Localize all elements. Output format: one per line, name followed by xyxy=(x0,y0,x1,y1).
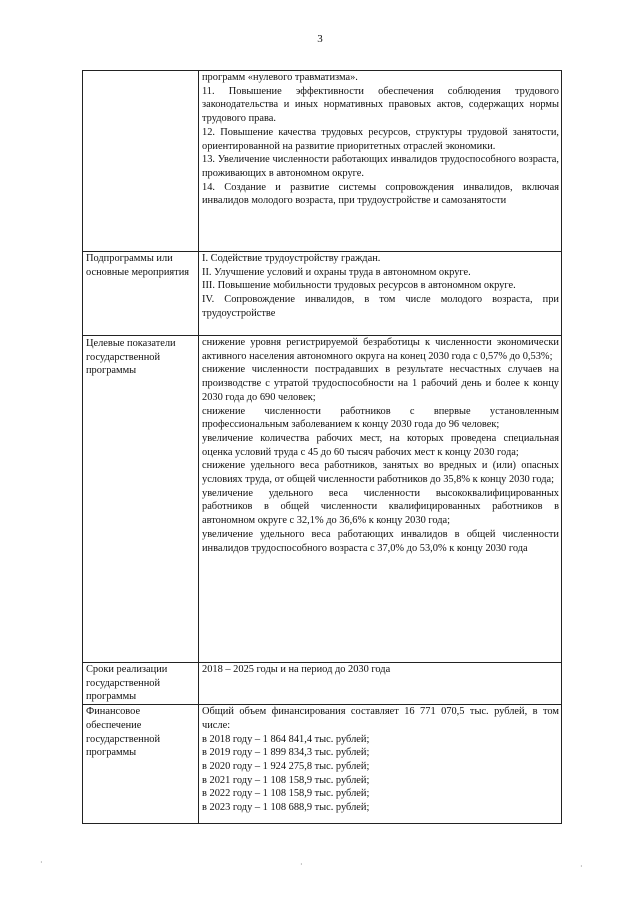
scan-speck: · xyxy=(300,860,303,869)
list-item: в 2022 году – 1 108 158,9 тыс. рублей; xyxy=(202,788,370,800)
list-item: Общий объем финансирования составляет 16 771 070,5 тыс. рублей, в том числе: xyxy=(202,706,559,731)
list-item: III. Повышение мобильности трудовых ресурсов в автономном округе. xyxy=(202,280,516,292)
list-item: 14. Создание и развитие системы сопровождения инвалидов, включая инвалидов молодого возраста, при трудоустройстве и самозанятости xyxy=(202,181,559,207)
list-item: 12. Повышение качества трудовых ресурсов, структуры трудовой занятости, ориентированной на развитие приоритетных отраслей экономики. xyxy=(202,126,559,152)
list-item: снижение уровня регистрируемой безработицы к численности экономически активного населения автономного округа на конец 2030 года с 0,57% до 0,53%; xyxy=(202,337,559,362)
list-item: II. Улучшение условий и охраны труда в автономном округе. xyxy=(202,266,471,278)
list-item: увеличение удельного веса работающих инвалидов в общей численности инвалидов трудоспособного возраста с 37,0% до 53,0% к концу 2030 года xyxy=(202,528,559,554)
list-item: в 2018 году – 1 864 841,4 тыс. рублей; xyxy=(202,733,370,745)
row-label: Целевые показатели государственной программы xyxy=(83,336,199,663)
list-item: IV. Сопровождение инвалидов, в том числе молодого возраста, при трудоустройстве xyxy=(202,294,559,319)
table-row-financing xyxy=(83,705,562,824)
scan-speck: · xyxy=(580,862,583,871)
list-item: 13. Увеличение численности работающих инвалидов трудоспособного возраста, проживающих в автономном округе. xyxy=(202,154,559,179)
row-value xyxy=(199,71,562,252)
list-item: в 2019 году – 1 899 834,3 тыс. рублей; xyxy=(202,747,370,759)
table-row-timeframe xyxy=(83,663,562,705)
table-row-subprograms xyxy=(83,252,562,336)
list-item: снижение численности работников с впервые установленным профессиональным заболеванием к концу 2030 года до 96 человек; xyxy=(202,405,559,431)
table-row-target-indicators xyxy=(83,336,562,663)
list-item: 11. Повышение эффективности обеспечения соблюдения трудового законодательства и иных нормативных правовых актов, содержащих нормы трудового права. xyxy=(202,85,559,125)
list-item: снижение удельного веса работников, занятых во вредных и (или) опасных условиях труда, от общей численности работников до 35,8% к концу 2030 года; xyxy=(202,460,559,486)
passport-table xyxy=(82,70,562,824)
list-item: снижение численности пострадавших в результате несчастных случаев на производстве с утратой трудоспособности на 1 рабочий день и более к концу 2030 года до 690 человек; xyxy=(202,364,559,403)
row-label: Финансовое обеспечение государственной программы xyxy=(83,705,199,824)
list-item: 2018 – 2025 годы и на период до 2030 года xyxy=(202,664,391,675)
row-label xyxy=(83,71,199,252)
row-value xyxy=(199,705,562,824)
row-label: Подпрограммы или основные мероприятия xyxy=(83,252,199,336)
row-value xyxy=(199,663,562,705)
list-item: программ «нулевого травматизма». xyxy=(202,72,358,83)
row-value xyxy=(199,252,562,336)
list-item: I. Содействие трудоустройству граждан. xyxy=(202,253,381,264)
list-item: в 2023 году – 1 108 688,9 тыс. рублей; xyxy=(202,802,370,814)
list-item: в 2020 году – 1 924 275,8 тыс. рублей; xyxy=(202,760,370,772)
list-item: увеличение удельного веса численности высококвалифицированных работников в общей численности квалифицированных работников в автономном округе с 32,1% до 36,6% к концу 2030 года; xyxy=(202,487,559,527)
list-item: в 2021 году – 1 108 158,9 тыс. рублей; xyxy=(202,774,370,786)
page-number: 3 xyxy=(317,33,323,45)
table-row-goals-continued xyxy=(83,71,562,252)
scan-speck: · xyxy=(40,858,43,867)
row-value xyxy=(199,336,562,663)
list-item: увеличение количества рабочих мест, на которых проведена специальная оценка условий труда с 45 до 60 тысяч рабочих мест к концу 2030 года; xyxy=(202,432,559,458)
row-label: Сроки реализации государственной программы xyxy=(83,663,199,705)
